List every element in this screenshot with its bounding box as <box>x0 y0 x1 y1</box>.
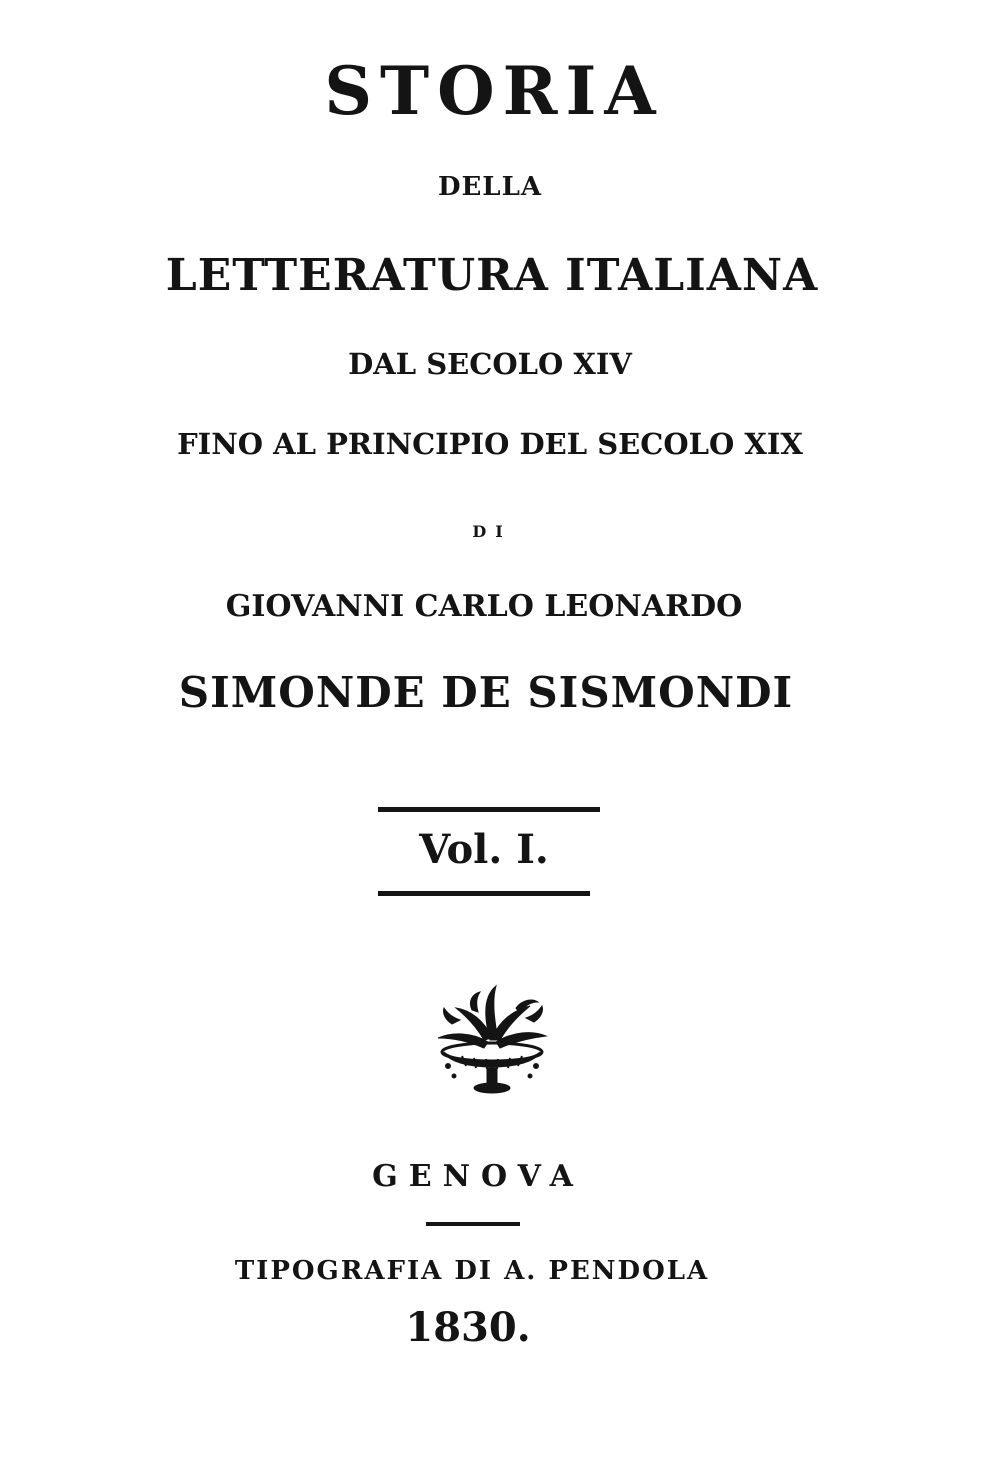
volume-rule-top <box>378 807 600 812</box>
city-rule <box>426 1222 520 1226</box>
period-start: DAL SECOLO XIV <box>348 347 632 381</box>
title-connector: DELLA <box>437 172 543 202</box>
volume-rule-bottom <box>378 891 590 896</box>
book-title: STORIA <box>324 52 664 130</box>
author-given-names: GIOVANNI CARLO LEONARDO <box>225 589 743 624</box>
period-end: FINO AL PRINCIPIO DEL SECOLO XIX <box>177 427 803 461</box>
urn-ornament-icon <box>432 980 552 1100</box>
printer-name: TIPOGRAFIA DI A. PENDOLA <box>234 1256 710 1286</box>
publication-year: 1830. <box>405 1304 531 1351</box>
author-surname: SIMONDE DE SISMONDI <box>178 668 794 717</box>
volume-label: Vol. I. <box>419 826 549 873</box>
author-preposition: DI <box>472 522 512 541</box>
book-subject: LETTERATURA ITALIANA <box>165 250 819 301</box>
publication-city: GENOVA <box>372 1159 584 1194</box>
